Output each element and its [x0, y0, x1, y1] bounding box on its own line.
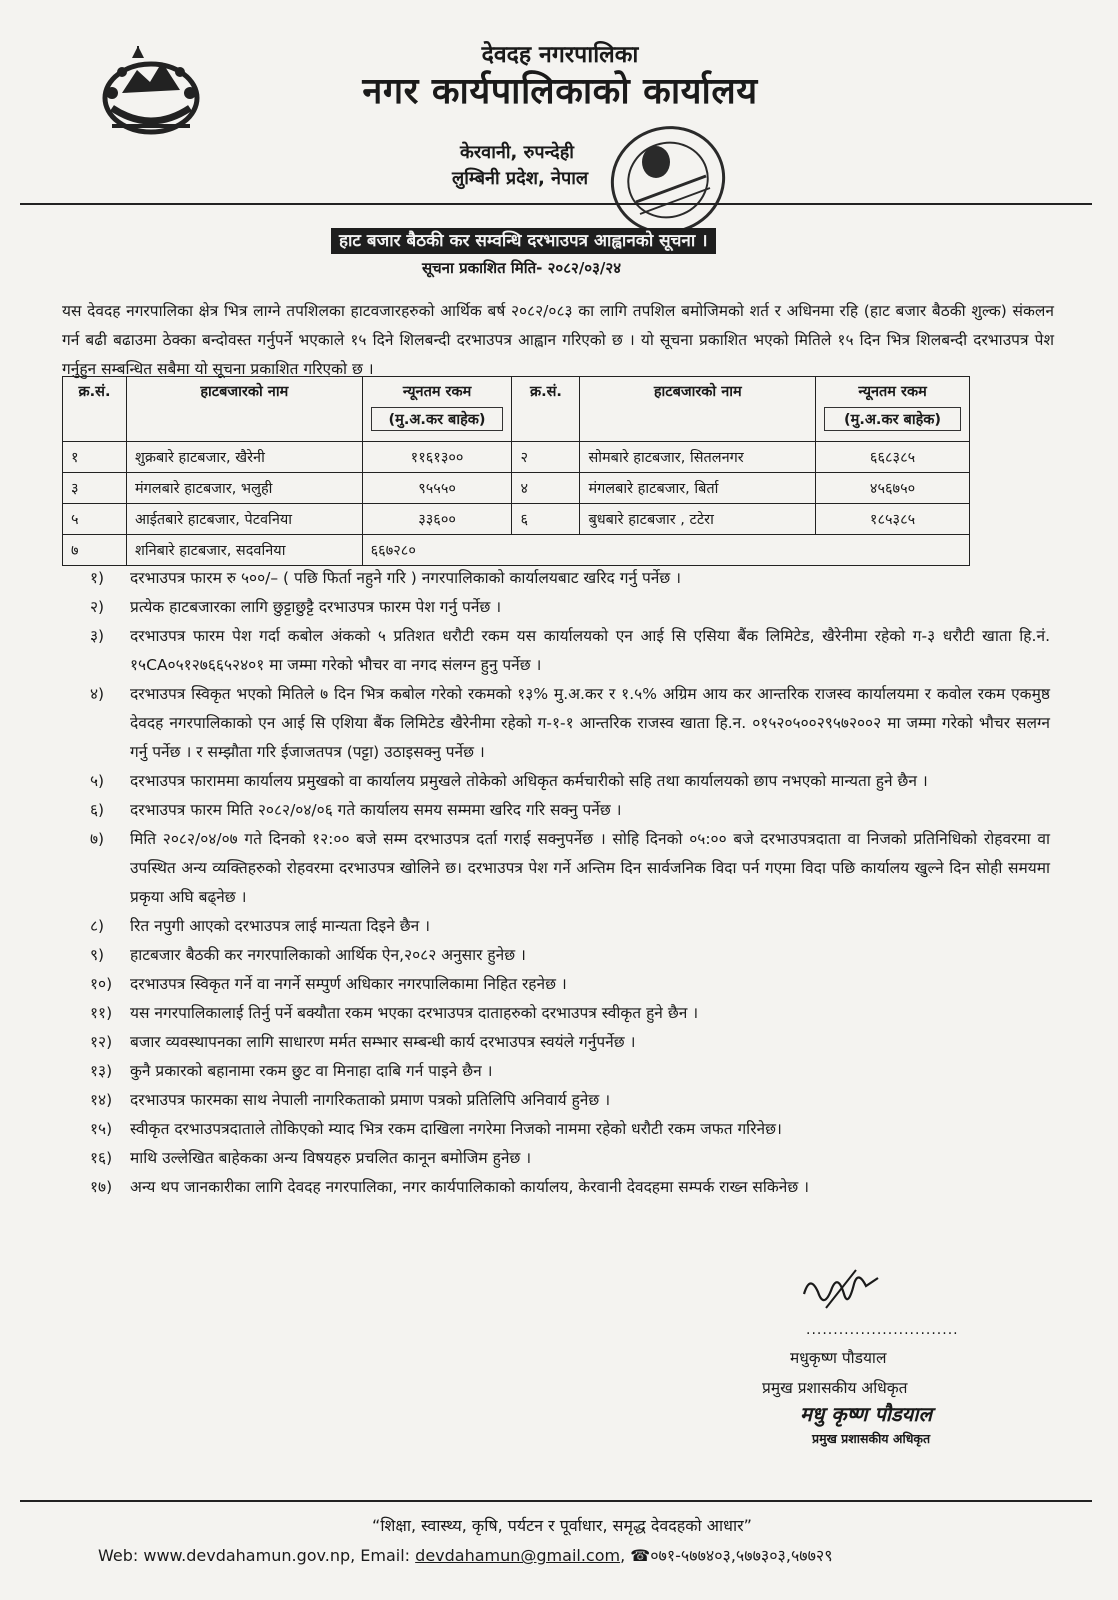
- cell-min-amount: ३३६००: [362, 504, 512, 535]
- list-item: [90, 970, 1050, 999]
- signatory-stamp-name: मधु कृष्ण पौडयाल: [800, 1402, 933, 1426]
- table-row: [63, 442, 970, 473]
- list-item: [90, 999, 1050, 1028]
- list-item: [90, 767, 1050, 796]
- cell-market-name: मंगलबारे हाटबजार, बिर्ता: [580, 473, 816, 504]
- published-date: सूचना प्रकाशित मिति- २०८२/०३/२४: [422, 259, 621, 277]
- condition-text: दरभाउपत्र फारम मिति २०८२/०४/०६ गते कार्यालय समय सम्ममा खरिद गरि सक्नु पर्नेछ ।: [130, 801, 622, 819]
- header-sn: क्र.सं.: [512, 377, 580, 442]
- list-item: [90, 1173, 1050, 1202]
- municipality-name: देवदह नगरपालिका: [481, 42, 639, 68]
- cell-sn: ३: [63, 473, 127, 504]
- address-line-1: केरवानी, रुपन्देही: [460, 142, 574, 163]
- condition-text: यस नगरपालिकालाई तिर्नु पर्ने बक्यौता रकम भएका दरभाउपत्र दाताहरुको दरभाउपत्र स्वीकृत हुने छैन ।: [130, 1004, 699, 1022]
- handwritten-signature: [796, 1264, 886, 1324]
- cell-market-name: शुक्रबारे हाटबजार, खैरेनी: [126, 442, 362, 473]
- cell-sn: ५: [63, 504, 127, 535]
- nepal-emblem-logo: [92, 38, 210, 138]
- condition-text: प्रत्येक हाटबजारका लागि छुट्टाछुट्टै दरभाउपत्र फारम पेश गर्नु पर्नेछ ।: [130, 598, 502, 616]
- cell-min-amount: ४५६७५०: [816, 473, 970, 504]
- office-seal-stamp: [596, 118, 746, 246]
- list-item: [90, 1144, 1050, 1173]
- cell-min-amount: ६६८३८५: [816, 442, 970, 473]
- cell-min-amount: ६६७२८०: [362, 535, 969, 566]
- condition-text: माथि उल्लेखित बाहेकका अन्य विषयहरु प्रचलित कानून बमोजिम हुनेछ ।: [130, 1149, 532, 1167]
- condition-text: मिति २०८२/०४/०७ गते दिनको १२:०० बजे सम्म दरभाउपत्र दर्ता गराई सक्नुपर्नेछ । सोहि दिनको ०५:०० बजे दरभाउपत्रदाता वा निजको प्रतिनिधिको रोहवरमा वा उपस्थित अन्य व्यक्तिहरुको रोहवरमा दरभाउपत्र खोलिने छ। दरभाउपत्र पेश गर्ने अन्तिम दिन सार्वजनिक विदा पर्न गएमा विदा पछि कार्यालय खुल्ने दिन सोही समयमा प्रकृया अघि बढ्नेछ ।: [130, 830, 1050, 906]
- condition-text: दरभाउपत्र स्विकृत भएको मितिले ७ दिन भित्र कबोल गरेको रकमको १३% मु.अ.कर र १.५% अग्रिम आय कर आन्तरिक राजस्व कार्यालयमा र कवोल रकम एकमुष्ठ देवदह नगरपालिकाको एन आई सि एशिया बैंक लिमिटेड खैरेनीमा रहेको ग-१-१ आन्तरिक राजस्व खाता हि.न. ०१५२०५००२९५७२००२ मा जम्मा गरेको भौचर सलग्न गर्नु पर्नेछ । र सम्झौता गरि ईजाजतपत्र (पट्टा) उठाइसक्नु पर्नेछ ।: [130, 685, 1050, 761]
- list-item: [90, 1086, 1050, 1115]
- header-market-name: हाटबजारको नाम: [126, 377, 362, 442]
- condition-text: हाटबजार बैठकी कर नगरपालिकाको आर्थिक ऐन,२०८२ अनुसार हुनेछ ।: [130, 946, 526, 964]
- phone-numbers: , ☎०७१-५७७४०३,५७७३०३,५७७२९: [620, 1546, 833, 1565]
- header-min-amount-label: न्यूनतम रकम: [402, 384, 472, 400]
- address-line-2: लुम्बिनी प्रदेश, नेपाल: [452, 168, 589, 189]
- header-sn: क्र.सं.: [63, 377, 127, 442]
- table-header-row: [63, 377, 970, 442]
- list-item: [90, 941, 1050, 970]
- condition-number: १): [90, 569, 105, 587]
- cell-sn: ४: [512, 473, 580, 504]
- signatory-name: मधुकृष्ण पौडयाल: [790, 1349, 887, 1367]
- condition-text: दरभाउपत्र स्विकृत गर्ने वा नगर्ने सम्पुर्ण अधिकार नगरपालिकामा निहित रहनेछ ।: [130, 975, 567, 993]
- list-item: [90, 1115, 1050, 1144]
- table-row: [63, 535, 970, 566]
- condition-number: १४): [90, 1091, 113, 1109]
- list-item: [90, 680, 1050, 767]
- condition-number: १२): [90, 1033, 113, 1051]
- header-divider: [20, 203, 1092, 205]
- condition-text: दरभाउपत्र फारम रु ५००/– ( पछि फिर्ता नहुने गरि ) नगरपालिकाको कार्यालयबाट खरिद गर्नु पर्नेछ ।: [130, 569, 682, 587]
- web-label: Web: www.devdahamun.gov.np, Email:: [98, 1546, 416, 1565]
- cell-min-amount: ११६१३००: [362, 442, 512, 473]
- list-item: [90, 1057, 1050, 1086]
- footer-slogan: “शिक्षा, स्वास्थ्य, कृषि, पर्यटन र पूर्वाधार, समृद्ध देवदहको आधार”: [372, 1516, 752, 1535]
- cell-market-name: बुधबारे हाटबजार , टटेरा: [580, 504, 816, 535]
- condition-number: १७): [90, 1178, 113, 1196]
- cell-sn: ६: [512, 504, 580, 535]
- cell-sn: २: [512, 442, 580, 473]
- table-row: [63, 504, 970, 535]
- condition-number: ४): [90, 685, 105, 703]
- header-min-amount: [816, 377, 970, 442]
- cell-market-name: सोमबारे हाटबजार, सितलनगर: [580, 442, 816, 473]
- list-item: [90, 825, 1050, 912]
- list-item: [90, 593, 1050, 622]
- condition-number: १३): [90, 1062, 113, 1080]
- condition-number: ७): [90, 830, 105, 848]
- condition-text: कुनै प्रकारको बहानामा रकम छुट वा मिनाहा दाबि गर्न पाइने छैन ।: [130, 1062, 493, 1080]
- conditions-list: [90, 564, 1050, 1202]
- condition-number: ६): [90, 801, 105, 819]
- list-item: [90, 1028, 1050, 1057]
- condition-number: १०): [90, 975, 113, 993]
- cell-min-amount: ९५५५०: [362, 473, 512, 504]
- header-min-amount-sub: (मु.अ.कर बाहेक): [824, 407, 961, 431]
- signature-line: ............................: [806, 1322, 959, 1338]
- condition-text: रित नपुगी आएको दरभाउपत्र लाई मान्यता दिइने छैन ।: [130, 917, 431, 935]
- market-rates-table: [62, 376, 970, 566]
- list-item: [90, 564, 1050, 593]
- cell-market-name: मंगलबारे हाटबजार, भलुही: [126, 473, 362, 504]
- intro-paragraph: यस देवदह नगरपालिका क्षेत्र भित्र लाग्ने तपशिलका हाटवजारहरुको आर्थिक बर्ष २०८२/०८३ का लागि तपशिल बमोजिमको शर्त र अधिनमा रहि (हाट बजार बैठकी शुल्क) संकलन गर्न बढी बढाउमा ठेक्का बन्दोवस्त गर्नुपर्ने भएकाले १५ दिने शिलबन्दी दरभाउपत्र आह्वान गरिएको छ । यो सूचना प्रकाशित भएको मितिले १५ दिन भित्र शिलबन्दी दरभाउपत्र पेश गर्नुहुन सम्बन्धित सबैमा यो सूचना प्रकाशित गरिएको छ ।: [62, 301, 1054, 378]
- notice-title: हाट बजार बैठकी कर सम्वन्धि दरभाउपत्र आह्वानको सूचना ।: [331, 228, 716, 254]
- footer-divider: [20, 1500, 1092, 1502]
- header-market-name: हाटबजारको नाम: [580, 377, 816, 442]
- condition-number: १५): [90, 1120, 113, 1138]
- signatory-stamp-title: प्रमुख प्रशासकीय अधिकृत: [812, 1431, 931, 1446]
- condition-text: बजार व्यवस्थापनका लागि साधारण मर्मत सम्भार सम्बन्धी कार्य दरभाउपत्र स्वयंले गर्नुपर्नेछ ।: [130, 1033, 636, 1051]
- condition-number: ८): [90, 917, 105, 935]
- condition-number: ९): [90, 946, 105, 964]
- cell-market-name: आईतबारे हाटबजार, पेटवनिया: [126, 504, 362, 535]
- cell-min-amount: १८५३८५: [816, 504, 970, 535]
- condition-text: दरभाउपत्र फारमका साथ नेपाली नागरिकताको प्रमाण पत्रको प्रतिलिपि अनिवार्य हुनेछ ।: [130, 1091, 611, 1109]
- condition-number: ११): [90, 1004, 113, 1022]
- cell-sn: १: [63, 442, 127, 473]
- condition-number: ५): [90, 772, 105, 790]
- table-row: [63, 473, 970, 504]
- condition-text: दरभाउपत्र फारम पेश गर्दा कबोल अंकको ५ प्रतिशत धरौटी रकम यस कार्यालयको एन आई सि एसिया बैंक लिमिटेड, खैरेनीमा रहेको ग-३ धरौटी खाता हि.नं. १५CA०५१२७६६५२४०१ मा जम्मा गरेको भौचर वा नगद संलग्न हुनु पर्नेछ ।: [130, 627, 1050, 674]
- condition-text: स्वीकृत दरभाउपत्रदाताले तोकिएको म्याद भित्र रकम दाखिला नगरेमा निजको नाममा रहेको धरौटी रकम जफत गरिनेछ।: [130, 1120, 782, 1138]
- header-min-amount-sub: (मु.अ.कर बाहेक): [371, 407, 504, 431]
- condition-number: २): [90, 598, 105, 616]
- list-item: [90, 622, 1050, 680]
- cell-sn: ७: [63, 535, 127, 566]
- cell-market-name: शनिबारे हाटबजार, सदवनिया: [126, 535, 362, 566]
- condition-number: ३): [90, 627, 105, 645]
- footer-contact: [98, 1544, 833, 1566]
- condition-text: अन्य थप जानकारीका लागि देवदह नगरपालिका, नगर कार्यपालिकाको कार्यालय, केरवानी देवदहमा सम्पर्क राख्न सकिनेछ ।: [130, 1178, 810, 1196]
- email-link[interactable]: devdahamun@gmail.com: [415, 1546, 621, 1565]
- list-item: [90, 912, 1050, 941]
- signatory-title: प्रमुख प्रशासकीय अधिकृत: [762, 1379, 908, 1397]
- condition-text: दरभाउपत्र फाराममा कार्यालय प्रमुखको वा कार्यालय प्रमुखले तोकेको अधिकृत कर्मचारीको सहि तथा कार्यालयको छाप नभएको मान्यता हुने छैन ।: [130, 772, 928, 790]
- list-item: [90, 796, 1050, 825]
- letterhead: [240, 40, 880, 114]
- header-min-amount-label: न्यूनतम रकम: [858, 384, 927, 400]
- header-min-amount: [362, 377, 512, 442]
- office-name: नगर कार्यपालिकाको कार्यालय: [362, 71, 758, 112]
- condition-number: १६): [90, 1149, 113, 1167]
